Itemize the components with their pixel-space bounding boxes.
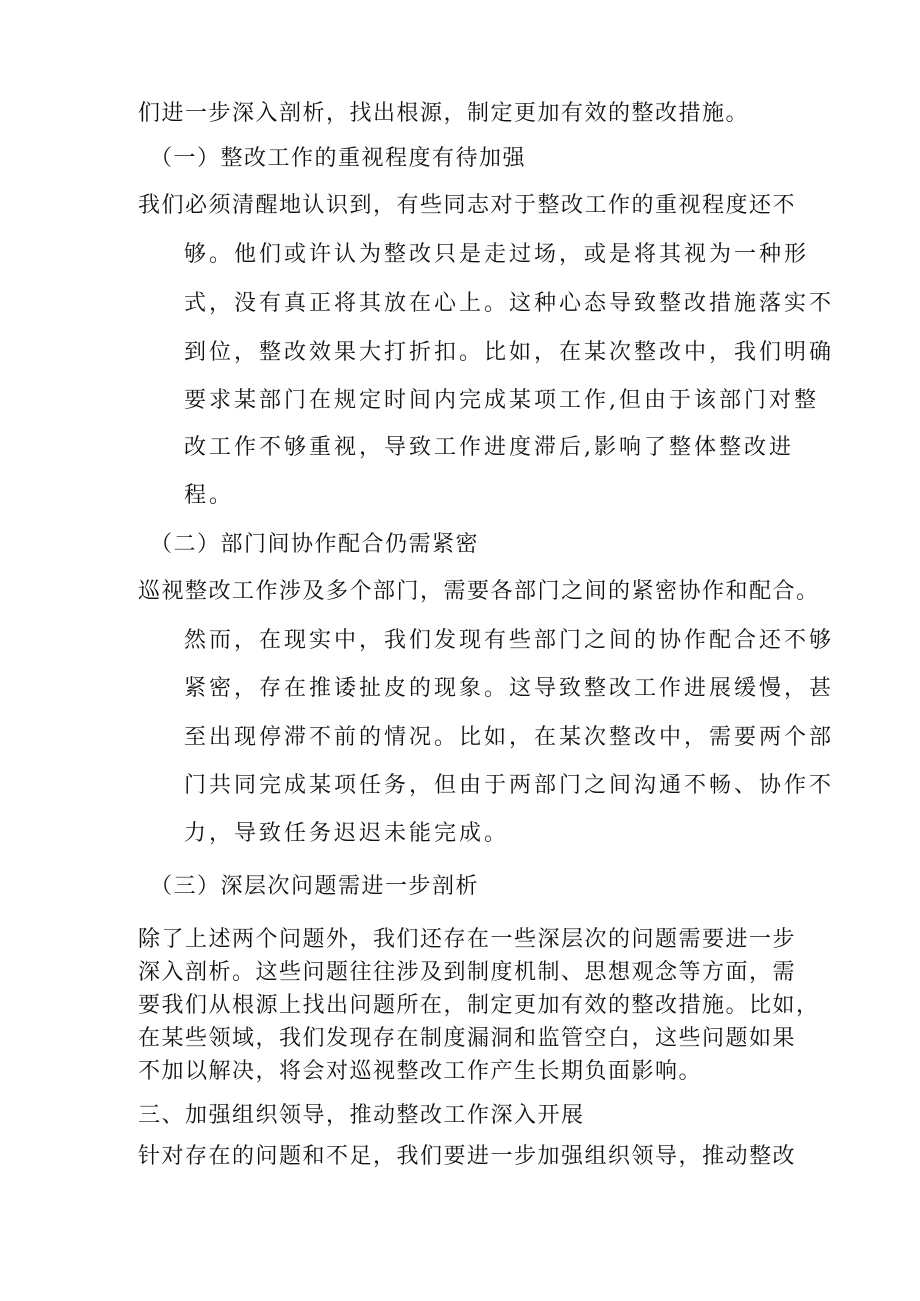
intro-tail-line: 们进一步深入剖析，找出根源，制定更加有效的整改措施。 [138, 101, 750, 126]
section-1-line-5: 要求某部门在规定时间内完成某项工作,但由于该部门对整 [184, 388, 819, 413]
section-1-line-3: 式，没有真正将其放在心上。这种心态导致整改措施落实不 [184, 291, 835, 316]
section-2-line-2: 然而，在现实中，我们发现有些部门之间的协作配合还不够 [184, 628, 835, 653]
section-2-line-4: 至出现停滞不前的情况。比如，在某次整改中，需要两个部 [184, 725, 835, 750]
section-3-line-1: 除了上述两个问题外，我们还存在一些深层次的问题需要进一步 [138, 927, 797, 952]
part-3-line-1: 针对存在的问题和不足，我们要进一步加强组织领导，推动整改 [138, 1144, 797, 1169]
section-3-line-2: 深入剖析。这些问题往往涉及到制度机制、思想观念等方面，需 [138, 960, 797, 985]
section-2-line-3: 紧密，存在推诿扯皮的现象。这导致整改工作进展缓慢，甚 [184, 676, 835, 701]
section-3-heading: （三）深层次问题需进一步剖析 [150, 874, 480, 899]
section-1-line-4: 到位，整改效果大打折扣。比如，在某次整改中，我们明确 [184, 340, 835, 365]
section-1-line-6: 改工作不够重视，导致工作进度滞后,影响了整体整改进 [184, 435, 794, 460]
section-3-line-3: 要我们从根源上找出问题所在，制定更加有效的整改措施。比如， [138, 993, 820, 1018]
section-3-line-5: 不加以解决，将会对巡视整改工作产生长期负面影响。 [138, 1059, 703, 1084]
section-2-heading: （二）部门间协作配合仍需紧密 [150, 532, 480, 557]
section-2-line-1: 巡视整改工作涉及多个部门，需要各部门之间的紧密协作和配合。 [138, 579, 820, 604]
part-3-heading: 三、加强组织领导，推动整改工作深入开展 [138, 1103, 585, 1128]
section-2-line-6: 力，导致任务迟迟未能完成。 [184, 821, 510, 846]
section-2-line-5: 门共同完成某项任务，但由于两部门之间沟通不畅、协作不 [184, 773, 835, 798]
section-1-line-7: 程。 [184, 483, 235, 508]
section-1-line-2: 够。他们或许认为整改只是走过场，或是将其视为一种形 [184, 242, 810, 267]
section-1-heading: （一）整改工作的重视程度有待加强 [150, 146, 527, 171]
section-3-line-4: 在某些领域，我们发现存在制度漏洞和监管空白，这些问题如果 [138, 1026, 797, 1051]
section-1-line-1: 我们必须清醒地认识到，有些同志对于整改工作的重视程度还不 [138, 193, 797, 218]
